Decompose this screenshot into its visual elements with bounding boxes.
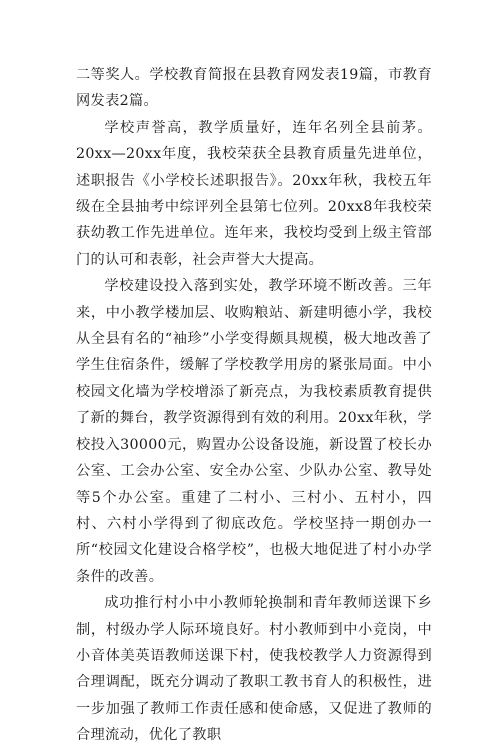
document-body: [76, 62, 432, 749]
paragraph-construction: 学校建设投入落到实处，教学环境不断改善。三年来，中小教学楼加层、收购粮站、新建明德小学，我校从全县有名的“袖珍”小学变得颇具规模，极大地改善了学生住宿条件，缓解了学校教学用房的紧张局面。中小校园文化墙为学校增添了新亮点，为我校素质教育提供了新的舞台，教学资源得到有效的利用。20xx年秋，学校投入30000元，购置办公设备设施，新设置了校长办公室、工会办公室、安全办公室、少队办公室、教导处等5个办公室。重建了二村小、三村小、五村小，四村、六村小学得到了彻底改危。学校坚持一期创办一所“校园文化建设合格学校”，也极大地促进了村小办学条件的改善。: [76, 278, 432, 585]
paragraph-continuation: 二等奖人。学校教育简报在县教育网发表19篇，市教育网发表2篇。: [76, 67, 432, 110]
paragraph-reputation: 学校声誉高，教学质量好，连年名列全县前茅。20xx—20xx年度，我校荣获全县教育质量先进单位，述职报告《小学校长述职报告》。20xx年秋，我校五年级在全县抽考中综评列全县第七位列。20xx8年我校荣获幼教工作先进单位。连年来，我校均受到上级主管部门的认可和表彰，社会声誉大大提高。: [76, 119, 432, 268]
paragraph-teacher-rotation: 成功推行村小中小教师轮换制和青年教师送课下乡制，村级办学人际环境良好。村小教师到中小竞岗，中小音体美英语教师送课下村，使我校教学人力资源得到合理调配，既充分调动了教职工教书育人的积极性，进一步加强了教师工作责任感和使命感，又促进了教师的合理流动，优化了教职: [76, 595, 432, 744]
